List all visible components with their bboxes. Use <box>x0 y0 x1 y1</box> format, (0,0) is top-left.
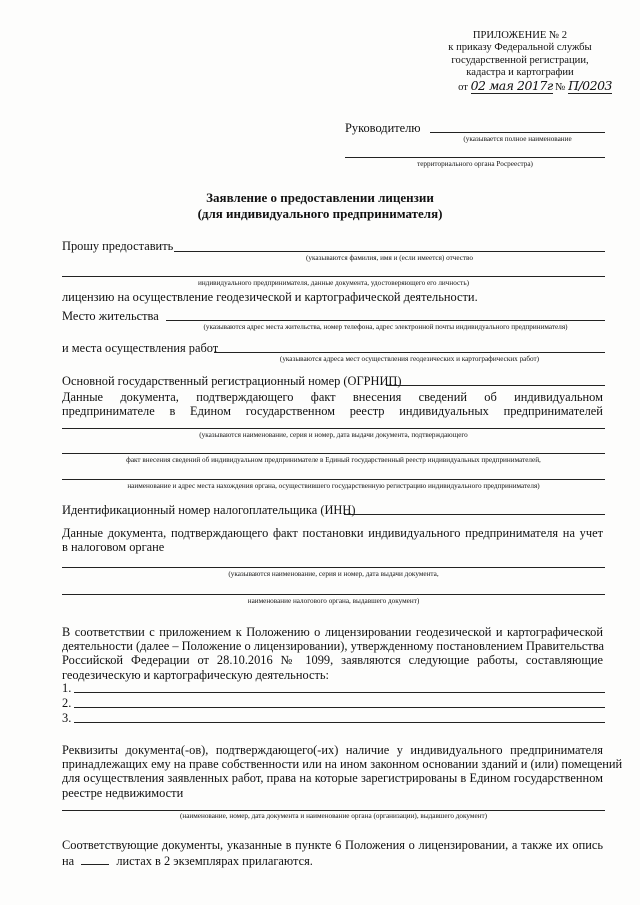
ogrnip-line[interactable] <box>386 385 605 386</box>
attachments-line-1: Соответствующие документы, указанные в пункте 6 Положения о лицензировании, а также их опись <box>62 838 603 852</box>
attachments-prefix: на <box>62 854 75 868</box>
egrip-word: индивидуальных <box>399 404 489 418</box>
egrip-word: реестр <box>349 404 385 418</box>
request-line-2[interactable] <box>62 276 605 277</box>
work-places-line[interactable] <box>214 352 605 353</box>
egrip-word: документа, <box>120 390 179 404</box>
egrip-hint-1: (указываются наименование, серия и номер, дата выдачи документа, подтверждающего <box>199 431 468 439</box>
attachments-suffix: листах в 2 экземплярах прилагаются. <box>116 854 313 868</box>
works-item-2-label: 2. <box>62 696 72 710</box>
addressee-line-2[interactable] <box>345 157 605 158</box>
appendix-line-1: к приказу Федеральной службы <box>448 42 592 54</box>
request-hint-2: индивидуального предпринимателя, данные документа, удостоверяющего его личность) <box>197 279 469 287</box>
works-paragraph <box>62 625 603 682</box>
egrip-word: Данные <box>62 390 104 404</box>
works-line-3: Российской Федерации от 28.10.2016 № 1099, заявляются следующие работы, составляющие <box>62 653 603 668</box>
egrip-word: индивидуальном <box>514 390 603 404</box>
appendix-number-prefix: № <box>555 81 566 93</box>
works-item-1-label: 1. <box>62 681 72 695</box>
egrip-line-2 <box>62 404 603 418</box>
works-item-3-label: 3. <box>62 711 72 725</box>
appendix-date-prefix: от <box>458 81 468 93</box>
request-label: Прошу предоставить <box>62 239 174 253</box>
property-field-line[interactable] <box>62 810 605 811</box>
appendix-date-row <box>428 77 612 94</box>
appendix-line-2: государственной регистрации, <box>451 54 589 66</box>
addressee-hint-2: территориального органа Росреестра) <box>417 160 533 168</box>
egrip-field-line-2[interactable] <box>62 453 605 454</box>
request-hint-1: (указываются фамилия, имя и (если имеется) отчество <box>306 254 473 262</box>
egrip-word: Едином <box>190 404 231 418</box>
addressee-hint-1: (указывается полное наименование <box>463 135 572 143</box>
egrip-word: в <box>169 404 176 418</box>
egrip-word: об <box>484 390 497 404</box>
work-places-hint: (указываются адреса мест осуществления геодезических и картографических работ) <box>279 355 540 363</box>
request-text: лицензию на осуществление геодезической и картографической деятельности. <box>62 290 478 304</box>
ogrnip-label: Основной государственный регистрационный номер (ОГРНИП) <box>62 374 402 388</box>
egrip-word: предпринимателе <box>62 404 155 418</box>
property-paragraph <box>62 743 623 800</box>
works-item-1-line[interactable] <box>74 692 605 693</box>
addressee-line-1[interactable] <box>430 132 605 133</box>
inn-line[interactable] <box>344 514 605 515</box>
egrip-word: подтверждающего <box>196 390 294 404</box>
egrip-word: факт <box>310 390 336 404</box>
form-title-line-1: Заявление о предоставлении лицензии <box>206 190 434 205</box>
tax-text-line-1: Данные документа, подтверждающего факт постановки индивидуального предпринимателя на учет <box>62 526 603 540</box>
egrip-word: предпринимателей <box>503 404 603 418</box>
works-line-4: геодезическую и картографическую деятельность: <box>62 667 329 682</box>
works-item-3-line[interactable] <box>74 722 605 723</box>
appendix-line-3: кадастра и картографии <box>466 67 574 79</box>
works-item-2-line[interactable] <box>74 707 605 708</box>
residence-line[interactable] <box>166 320 605 321</box>
property-line-4: реестре недвижимости <box>62 785 184 800</box>
tax-text-line-2: в налоговом органе <box>62 540 165 554</box>
inn-label: Идентификационный номер налогоплательщика (ИНН) <box>62 503 356 517</box>
property-line-3: для осуществления заявленных работ, права на которые зарегистрированы в Едином государственном <box>62 771 603 786</box>
egrip-word: государственном <box>245 404 335 418</box>
property-line-1: Реквизиты документа(-ов), подтверждающего(-их) наличие у индивидуального предпринимателя <box>62 743 603 757</box>
egrip-text <box>62 390 603 418</box>
tax-field-line-1[interactable] <box>62 567 605 568</box>
egrip-hint-3: наименование и адрес места нахождения органа, осуществившего государственную регистрацию индивидуального предпринимателя) <box>127 482 540 490</box>
egrip-word: внесения <box>352 390 402 404</box>
form-title-line-2: (для индивидуального предпринимателя) <box>197 206 443 221</box>
egrip-line-1 <box>62 390 603 404</box>
egrip-field-line-1[interactable] <box>62 428 605 429</box>
attachments-line-2 <box>62 853 313 868</box>
tax-hint-1: (указываются наименование, серия и номер, дата выдачи документа, <box>228 570 439 578</box>
addressee-label: Руководителю <box>345 121 421 135</box>
tax-hint-2: наименование налогового органа, выдавшего документ) <box>247 597 420 605</box>
works-line-1: В соответствии с приложением к Положению о лицензировании геодезической и картографической <box>62 625 603 639</box>
works-line-2: деятельности (далее – Положение о лицензировании), утвержденному постановлением Правительства <box>62 639 605 654</box>
egrip-word: сведений <box>418 390 467 404</box>
property-line-2: принадлежащих ему на праве собственности или на ином законном основании зданий и (или) помещений <box>62 757 623 772</box>
tax-field-line-2[interactable] <box>62 594 605 595</box>
appendix-date-handwritten: 02 мая 2017г <box>470 77 553 93</box>
egrip-field-line-3[interactable] <box>62 479 605 480</box>
appendix-title: ПРИЛОЖЕНИЕ № 2 <box>472 30 568 41</box>
residence-hint: (указываются адрес места жительства, номер телефона, адрес электронной почты индивидуального предпринимателя) <box>203 323 568 331</box>
property-hint: (наименование, номер, дата документа и наименование органа (организации), выдавшего документ) <box>179 812 488 820</box>
sheets-count-field[interactable] <box>81 853 109 865</box>
work-places-label: и места осуществления работ <box>62 341 219 355</box>
egrip-hint-2: факт внесения сведений об индивидуальном предпринимателе в Единый государственный реестр индивидуальных предпринимателей, <box>126 456 541 464</box>
request-line-1[interactable] <box>174 251 605 252</box>
appendix-block <box>428 30 612 94</box>
appendix-number-handwritten: П/0203 <box>568 77 612 93</box>
residence-label: Место жительства <box>62 309 159 323</box>
